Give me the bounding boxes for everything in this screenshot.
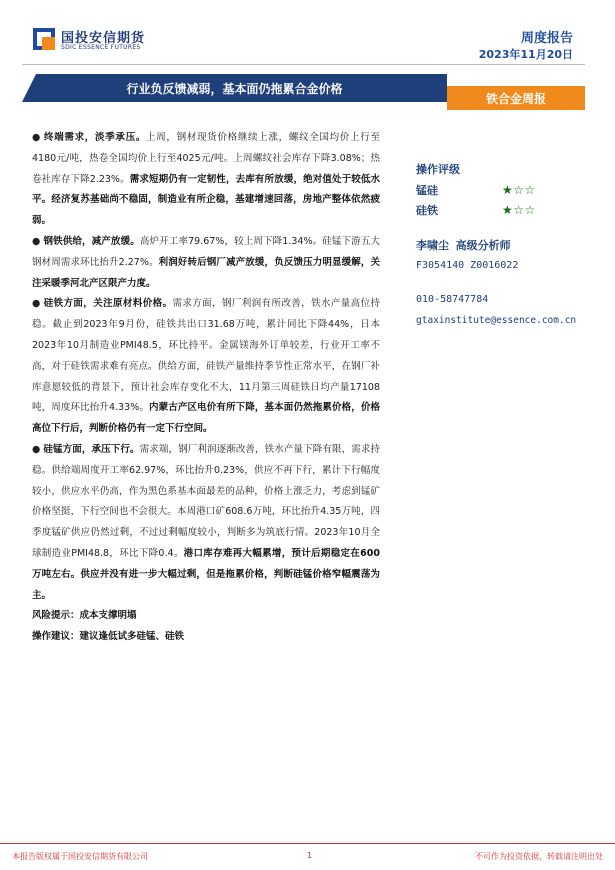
star-empty-icon: ☆☆	[513, 183, 536, 197]
star-rating	[502, 183, 536, 197]
column-name: 铁合金周报	[485, 91, 546, 106]
analyst-certificates: F3054140 Z0016022	[416, 260, 519, 271]
rating-row-ferrosilicon	[416, 200, 596, 220]
report-body	[32, 128, 380, 648]
company-name-cn: 国投安信期货	[61, 31, 146, 46]
para-lead: 硅铁方面，关注原材料价格。	[43, 298, 173, 310]
para-lead: 终端需求，淡季承压。	[44, 132, 147, 143]
rating-row-silicomanganese	[416, 180, 596, 200]
para-lead: 硅锰方面，承压下行。	[43, 443, 140, 455]
para-text: 需求端，钢厂利润逐渐改善，铁水产量下降有限，需求持稳。供给端周度开工率62.97%，环比抬升0.23%，供应不再下行，累计下行幅度较小，供应水平仍高，作为黑色系基本面最差的品种，价格上涨乏力，考虑到锰矿价格坚挺，下行空间也不会很大。本周港口矿608.6万吨，环比抬升4.35万吨，四季度锰矿供应仍然过剩，不过过剩幅度较小，判断多为筑底行情。2023年10月全球制造业PMI48.8，环比下降0.4。	[32, 443, 380, 559]
contact-email[interactable]: gtaxinstitute@essence.com.cn	[416, 315, 577, 326]
analyst-name: 李啸尘 高级分析师	[416, 239, 511, 252]
para-text: 上周，钢材现货价格继续上涨，螺纹全国均价上行至4180元/吨，热卷全国均价上行至4025元/吨。上周螺纹社会库存下降3.08%；热卷社库存下降2.23%。	[32, 132, 380, 185]
copyright-notice: 本报告版权属于国投安信期货有限公司	[12, 852, 148, 861]
paragraph-ferrosilicon	[32, 294, 380, 440]
para-bold: 内蒙古产区电价有所下降，基本面仍然拖累价格，价格高位下行后，判断价格仍有一定下行空间。	[32, 402, 380, 435]
paragraph-demand	[32, 128, 380, 232]
contact-phone: 010-58747784	[416, 294, 489, 305]
company-name-en: SDIC ESSENCE FUTURES	[61, 44, 141, 51]
star-filled-icon: ★	[502, 203, 514, 217]
risk-warning: 风险提示：成本支撑明塌	[32, 610, 137, 622]
disclaimer: 不可作为投资依据，转载请注明出处	[475, 852, 603, 861]
page-number: 1	[307, 851, 313, 860]
para-text: 高炉开工率79.67%，较上周下降1.34%。硅锰下游五大钢材周需求环比抬升2.27%。	[32, 235, 380, 268]
header-divider	[22, 64, 585, 65]
column-banner	[447, 86, 585, 110]
rating-name: 锰硅	[416, 184, 438, 197]
report-title-banner	[22, 74, 447, 102]
para-bold: 利润好转后钢厂减产放缓，负反馈压力明显缓解，关注采暖季河北产区限产力度。	[32, 256, 380, 289]
report-date: 2023年11月20日	[478, 48, 573, 61]
report-type: 周度报告	[520, 31, 573, 46]
star-empty-icon: ☆☆	[513, 203, 536, 217]
bullet-icon: ●	[32, 443, 41, 455]
bullet-icon: ●	[32, 235, 41, 247]
para-bold: 港口库存难再大幅累增，预计后期稳定在600万吨左右。供应并没有进一步大幅过剩，但是拖累价格，判断硅锰价格窄幅震荡为主。	[32, 547, 380, 601]
rating-title: 操作评级	[416, 163, 460, 176]
footer-divider	[0, 843, 615, 844]
operation-advice: 操作建议：建议逢低试多硅锰、硅铁	[32, 631, 185, 643]
para-lead: 钢铁供给，减产放缓。	[43, 235, 140, 247]
paragraph-silicomanganese	[32, 440, 380, 606]
company-logo	[33, 28, 55, 50]
paragraph-steel-supply	[32, 232, 380, 294]
sidebar	[416, 160, 596, 332]
bullet-icon: ●	[32, 132, 41, 143]
para-bold: 需求短期仍有一定韧性，去库有所放缓，绝对值处于较低水平。经济复苏基础尚不稳固，制造业有所企稳，基建增速回落，房地产整体依然疲弱。	[32, 173, 380, 227]
star-filled-icon: ★	[502, 183, 514, 197]
para-text: 需求方面，钢厂利润有所改善，铁水产量高位持稳。截止到2023年9月份，硅铁共出口31.68万吨，累计同比下降44%，日本2023年10月制造业PMI48.5，环比持平。金属镁海外订单较差，行业开工率不高，对于硅铁需求难有亮点。供给方面，硅铁产量维持季节性正常水平，在钢厂补库意愿较低的背景下，预计社会库存变化不大，11月第三周硅铁日均产量17108吨，周度环比抬升4.33%。	[32, 298, 380, 414]
bullet-icon: ●	[32, 298, 41, 310]
rating-name: 硅铁	[416, 204, 438, 217]
star-rating	[502, 203, 536, 217]
report-title: 行业负反馈减弱，基本面仍拖累合金价格	[126, 81, 343, 96]
